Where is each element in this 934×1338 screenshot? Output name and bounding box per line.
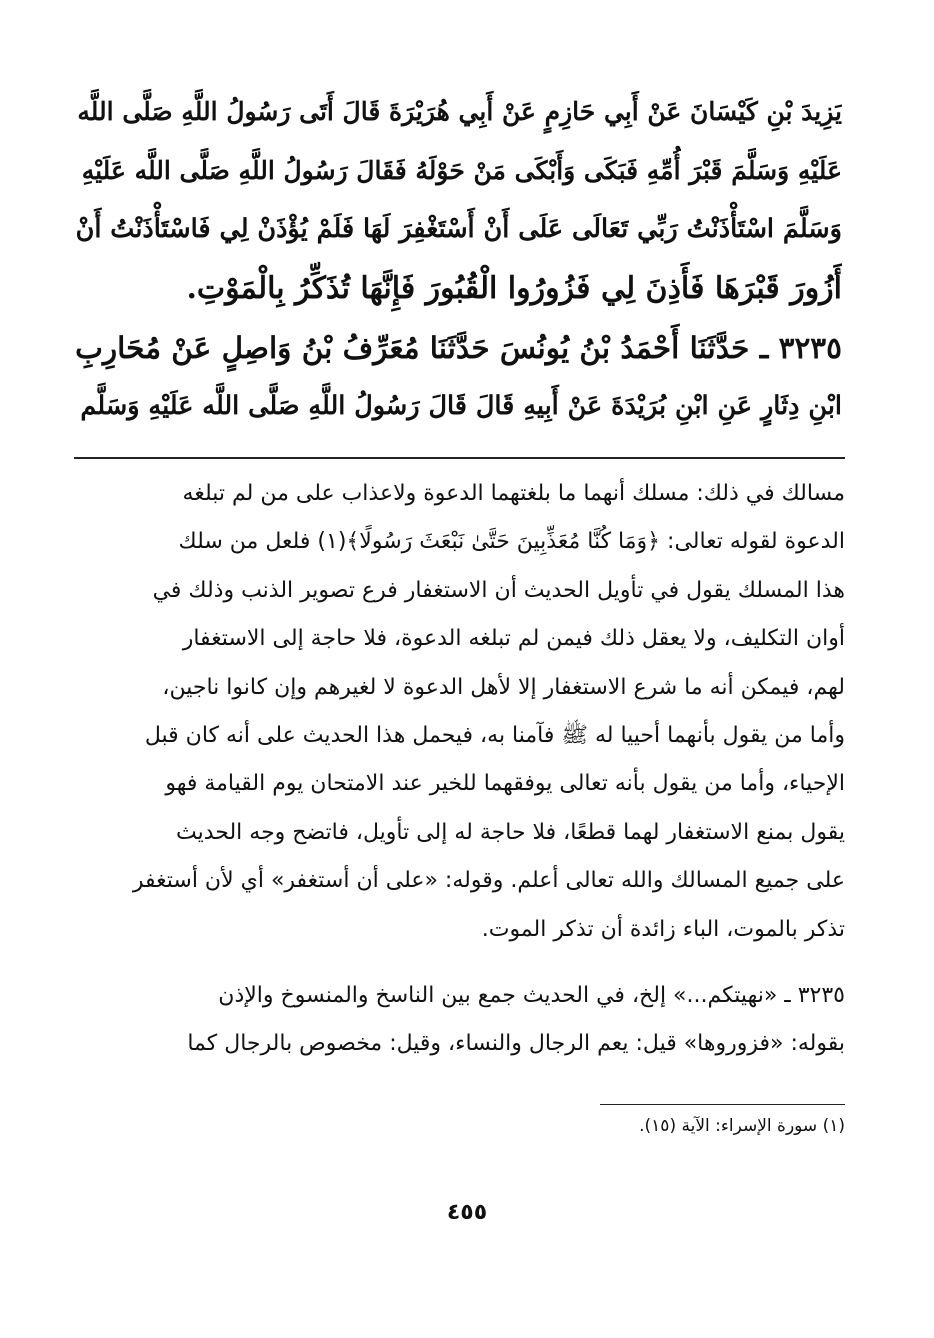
footnote: (١) سورة الإسراء: الآية (١٥). bbox=[639, 1116, 845, 1136]
commentary-line: وأما من يقول بأنهما أحييا له ﷺ فآمنا به، فيحمل هذا الحديث على أنه كان قبل bbox=[144, 722, 845, 748]
hadith-line: أَزُورَ قَبْرَهَا فَأَذِنَ لِي فَزُورُوا الْقُبُورَ فَإِنَّهَا تُذَكِّرُ بِالْمَوْتِ. bbox=[186, 271, 842, 306]
commentary-line: مسالك في ذلك: مسلك أنهما ما بلغتهما الدعوة ولاعذاب على من لم تبلغه bbox=[182, 481, 845, 506]
commentary-line: الدعوة لقوله تعالى: ﴿وَمَا كُنَّا مُعَذِّبِينَ حَتَّىٰ نَبْعَثَ رَسُولًا﴾(١) فلعل من سلك bbox=[178, 529, 845, 555]
hadith-text-continued bbox=[70, 82, 842, 318]
commentary-line: أوان التكليف، ولا يعقل ذلك فيمن لم تبلغه الدعوة، فلا حاجة إلى الاستغفار bbox=[182, 626, 845, 652]
page-number: ٤٥٥ bbox=[446, 1200, 488, 1225]
commentary-block-1 bbox=[74, 470, 845, 954]
hadith-line: ٣٢٣٥ ـ حَدَّثَنَا أَحْمَدُ بْنُ يُونُسَ حَدَّثَنَا مُعَرِّفُ بْنُ وَاصِلٍ عَنْ مُحَارِبِ bbox=[75, 330, 842, 365]
commentary-line: ٣٢٣٥ ـ «نهيتكم...» إلخ، في الحديث جمع بين الناسخ والمنسوخ والإذن bbox=[218, 983, 845, 1008]
commentary-line: بقوله: «فزوروها» قيل: يعم الرجال والنساء، وقيل: مخصوص بالرجال كما bbox=[187, 1031, 845, 1057]
commentary-line: تذكر بالموت، الباء زائدة أن تذكر الموت. bbox=[481, 916, 845, 942]
hadith-3235-text bbox=[70, 318, 842, 436]
commentary-line: لهم، فيمكن أنه ما شرع الاستغفار إلا لأهل الدعوة لا لغيرهم وإن كانوا ناجين، bbox=[162, 674, 845, 700]
commentary-line: هذا المسلك يقول في تأويل الحديث أن الاستغفار فرع تصوير الذنب وذلك في bbox=[152, 577, 845, 603]
hadith-line: عَلَيْهِ وَسَلَّمَ قَبْرَ أُمِّهِ فَبَكَى وَأَبْكَى مَنْ حَوْلَهُ فَقَالَ رَسُولُ اللَّهِ صَلَّى اللَّه عَلَيْهِ bbox=[81, 156, 842, 185]
commentary-line: على جميع المسالك والله تعالى أعلم. وقوله: «على أن أستغفر» أي لأن أستغفر bbox=[132, 868, 845, 894]
commentary-block-3235 bbox=[74, 972, 845, 1069]
hadith-line: وَسَلَّمَ اسْتَأْذَنْتُ رَبِّي تَعَالَى عَلَى أَنْ أَسْتَغْفِرَ لَهَا فَلَمْ يُؤْذَنْ لِي فَاسْتَأْذَنْتُ أَنْ bbox=[75, 214, 842, 244]
commentary-line: الإحياء، وأما من يقول بأنه تعالى يوفقهما للخير عند الامتحان يوم القيامة فهو bbox=[165, 771, 845, 797]
commentary-line: يقول بمنع الاستغفار لهما قطعًا، فلا حاجة له إلى تأويل، فاتضح وجه الحديث bbox=[175, 819, 845, 845]
footnote-rule bbox=[600, 1104, 845, 1105]
separator-rule bbox=[74, 457, 845, 459]
hadith-line: ابْنِ دِثَارٍ عَنِ ابْنِ بُرَيْدَةَ عَنْ أَبِيهِ قَالَ قَالَ رَسُولُ اللَّهِ صَلَّى اللَّه عَلَيْهِ وَسَلَّم bbox=[80, 391, 842, 421]
hadith-line: يَزِيدَ بْنِ كَيْسَانَ عَنْ أَبِي حَازِمٍ عَنْ أَبِي هُرَيْرَةَ قَالَ أَتَى رَسُولُ اللَّهِ صَلَّى اللَّه bbox=[77, 97, 842, 126]
